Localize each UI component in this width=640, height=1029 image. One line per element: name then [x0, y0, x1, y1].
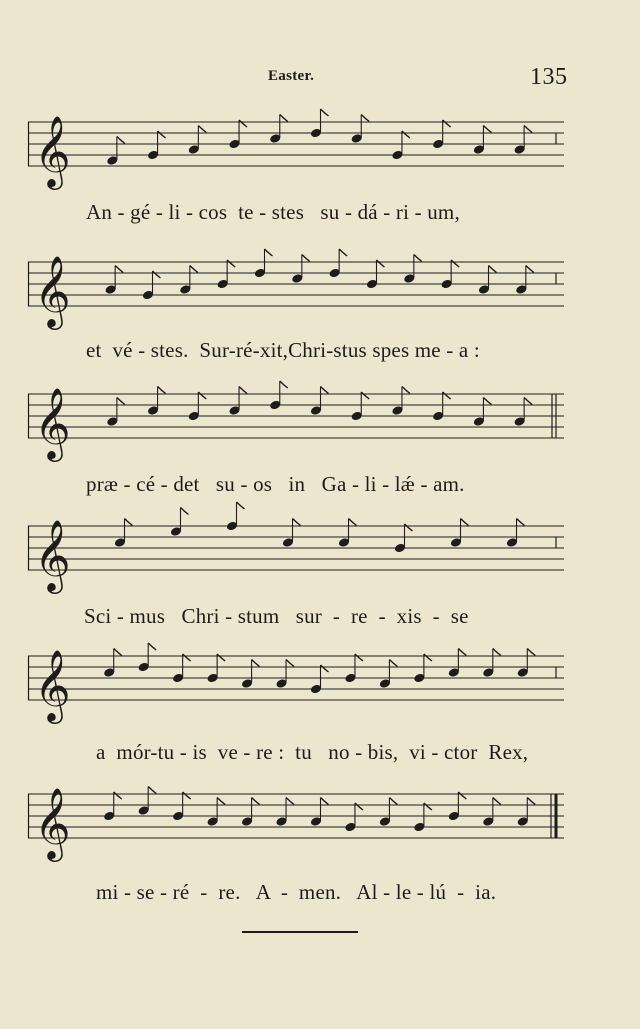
note-flag — [117, 398, 125, 405]
note-flag — [158, 387, 166, 394]
note-flag — [361, 392, 369, 399]
note-flag — [361, 115, 369, 122]
note-flag — [280, 381, 288, 388]
note-flag — [286, 660, 294, 667]
music-staff — [28, 516, 568, 592]
note-flag — [115, 266, 123, 273]
note-flag — [527, 798, 535, 805]
note-flag — [451, 260, 459, 267]
note-flag — [321, 109, 329, 116]
note-flag — [349, 519, 357, 526]
note-flag — [158, 131, 166, 138]
lyric-line: mi - se - ré - re. A - men. Al - le - lú - ia. — [96, 880, 497, 904]
note-flag — [227, 260, 235, 267]
lyric-line: et vé - stes. Sur-ré-xit,Chri-stus spes me - a : — [86, 338, 480, 362]
note-flag — [389, 798, 397, 805]
note-flag — [117, 137, 125, 144]
note-flag — [443, 120, 451, 127]
treble-clef-icon: 𝄞 — [34, 386, 71, 459]
music-staff — [28, 646, 568, 722]
note-flag — [252, 660, 260, 667]
music-staff — [28, 384, 568, 460]
note-flag — [483, 398, 491, 405]
note-flag — [114, 792, 122, 799]
note-flag — [458, 792, 466, 799]
treble-clef-icon: 𝄞 — [34, 114, 71, 187]
note-flag — [402, 387, 410, 394]
note-flag — [252, 798, 260, 805]
note-flag — [389, 660, 397, 667]
note-flag — [237, 502, 245, 509]
note-flag — [458, 649, 466, 656]
note-flag — [489, 266, 497, 273]
note-flag — [339, 249, 347, 256]
note-flag — [153, 271, 161, 278]
note-flag — [114, 649, 122, 656]
note-flag — [402, 131, 410, 138]
note-flag — [355, 654, 363, 661]
treble-clef-icon: 𝄞 — [34, 518, 71, 591]
note-flag — [293, 519, 301, 526]
note-flag — [377, 260, 385, 267]
page-number: 135 — [530, 64, 568, 90]
music-staff — [28, 112, 568, 188]
note-flag — [183, 654, 191, 661]
note-flag — [493, 798, 501, 805]
note-flag — [524, 126, 532, 133]
note-flag — [321, 665, 329, 672]
note-flag — [239, 120, 247, 127]
note-flag — [527, 649, 535, 656]
note-flag — [265, 249, 273, 256]
note-flag — [190, 266, 198, 273]
treble-clef-icon: 𝄞 — [34, 786, 71, 859]
music-staff — [28, 784, 568, 860]
note-flag — [443, 392, 451, 399]
note-flag — [405, 524, 413, 531]
note-flag — [517, 519, 525, 526]
note-flag — [217, 654, 225, 661]
note-flag — [414, 255, 422, 262]
note-flag — [321, 387, 329, 394]
note-flag — [424, 654, 432, 661]
note-flag — [524, 398, 532, 405]
lyric-line: Sci - mus Chri - stum sur - re - xis - se — [84, 604, 469, 628]
note-flag — [217, 798, 225, 805]
note-flag — [424, 803, 432, 810]
treble-clef-icon: 𝄞 — [34, 648, 71, 721]
music-staff — [28, 252, 568, 328]
note-flag — [198, 392, 206, 399]
note-flag — [355, 803, 363, 810]
treble-clef-icon: 𝄞 — [34, 254, 71, 327]
note-flag — [148, 643, 156, 650]
note-flag — [239, 387, 247, 394]
note-flag — [461, 519, 469, 526]
note-flag — [286, 798, 294, 805]
note-flag — [493, 649, 501, 656]
lyric-line: An - gé - li - cos te - stes su - dá - ri - um, — [86, 200, 460, 224]
running-head: Easter. — [268, 68, 315, 84]
note-flag — [183, 792, 191, 799]
note-flag — [125, 519, 133, 526]
note-flag — [181, 508, 189, 515]
note-flag — [321, 798, 329, 805]
lyric-line: præ - cé - det su - os in Ga - li - lǽ - am. — [86, 472, 465, 496]
note-flag — [302, 255, 310, 262]
note-flag — [198, 126, 206, 133]
note-flag — [526, 266, 534, 273]
note-flag — [148, 787, 156, 794]
note-flag — [483, 126, 491, 133]
lyric-line: a mór-tu - is ve - re : tu no - bis, vi - ctor Rex, — [96, 740, 529, 764]
note-flag — [280, 115, 288, 122]
end-rule — [242, 931, 358, 933]
